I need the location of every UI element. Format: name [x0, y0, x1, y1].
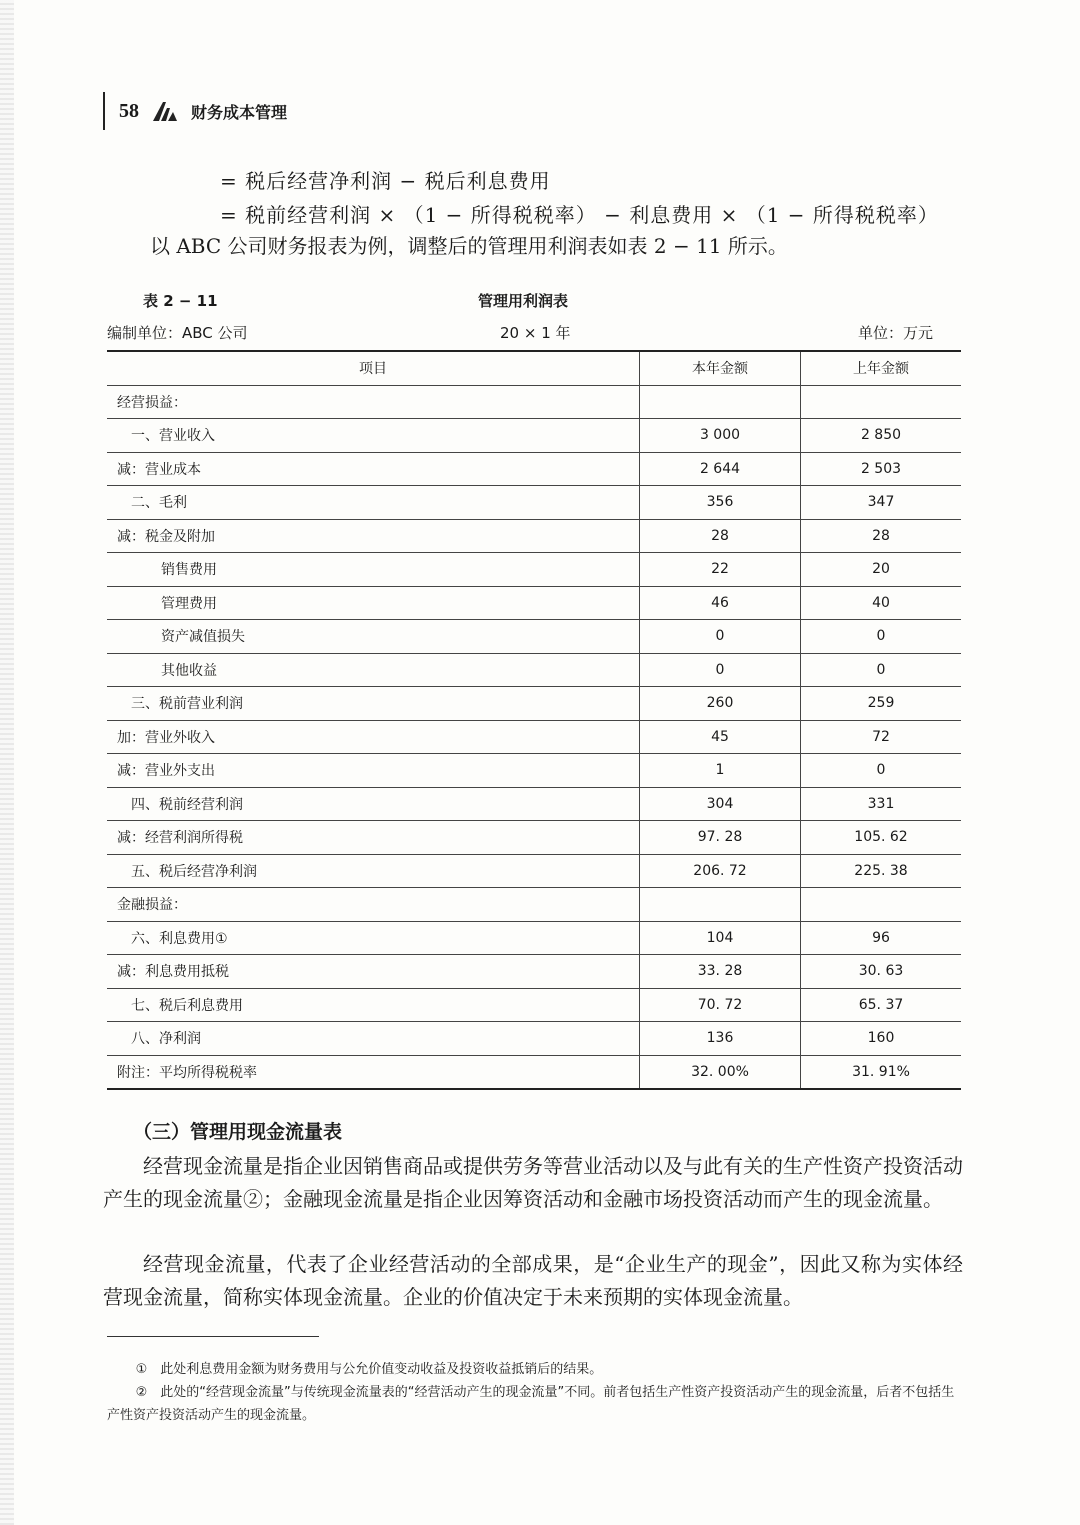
table-row [107, 486, 961, 520]
section-heading: （三）管理用现金流量表 [133, 1121, 343, 1143]
table-row [107, 787, 961, 821]
row-current-value: 45 [640, 720, 801, 754]
row-current-value: 260 [640, 687, 801, 721]
row-item: 八、净利润 [107, 1022, 640, 1056]
table-row [107, 1022, 961, 1056]
row-item: 七、税后利息费用 [107, 988, 640, 1022]
row-previous-value: 0 [801, 653, 962, 687]
row-item: 附注：平均所得税税率 [107, 1055, 640, 1089]
header-current-year: 本年金额 [640, 351, 801, 385]
body-paragraph-1 [103, 1150, 963, 1215]
row-previous-value: 2 503 [801, 452, 962, 486]
row-previous-value: 2 850 [801, 419, 962, 453]
row-current-value: 0 [640, 653, 801, 687]
row-previous-value: 259 [801, 687, 962, 721]
row-current-value: 1 [640, 754, 801, 788]
row-item: 一、营业收入 [107, 419, 640, 453]
row-previous-value: 20 [801, 553, 962, 587]
row-current-value: 28 [640, 519, 801, 553]
row-current-value [640, 888, 801, 922]
table-number: 表 2 − 11 [143, 292, 218, 310]
table-row [107, 754, 961, 788]
table-row [107, 620, 961, 654]
table-row [107, 519, 961, 553]
table-org: 编制单位：ABC 公司 [107, 324, 248, 342]
row-item: 加：营业外收入 [107, 720, 640, 754]
formula-line-1: = 税后经营净利润 − 税后利息费用 [220, 169, 551, 193]
row-item: 四、税前经营利润 [107, 787, 640, 821]
income-statement-table [107, 350, 961, 1090]
book-title: 财务成本管理 [191, 102, 288, 122]
row-current-value: 22 [640, 553, 801, 587]
footnotes [107, 1358, 962, 1427]
paragraph-text: 经营现金流量是指企业因销售商品或提供劳务等营业活动以及与此有关的生产性资产投资活动产生的现金流量②；金融现金流量是指企业因筹资活动和金融市场投资活动而产生的现金流量。 [103, 1154, 963, 1211]
row-current-value: 3 000 [640, 419, 801, 453]
row-previous-value: 28 [801, 519, 962, 553]
footnote-2: ② 此处的“经营现金流量”与传统现金流量表的“经营活动产生的现金流量”不同。前者包括生产性资产投资活动产生的现金流量，后者不包括生产性资产投资活动产生的现金流量。 [107, 1385, 955, 1423]
row-current-value: 97. 28 [640, 821, 801, 855]
row-current-value: 46 [640, 586, 801, 620]
row-current-value: 70. 72 [640, 988, 801, 1022]
formula-line-2: = 税前经营利润 × （1 − 所得税税率） − 利息费用 × （1 − 所得税税率） [220, 203, 939, 227]
body-paragraph-2 [103, 1248, 963, 1313]
footnote-1: ① 此处利息费用金额为财务费用与公允价值变动收益及投资收益抵销后的结果。 [135, 1362, 603, 1377]
paragraph-text: 经营现金流量，代表了企业经营活动的全部成果，是“企业生产的现金”，因此又称为实体经营现金流量，简称实体现金流量。企业的价值决定于未来预期的实体现金流量。 [103, 1252, 963, 1309]
row-current-value: 33. 28 [640, 955, 801, 989]
row-item: 六、利息费用① [107, 921, 640, 955]
row-current-value: 104 [640, 921, 801, 955]
row-previous-value: 160 [801, 1022, 962, 1056]
row-item: 减：利息费用抵税 [107, 955, 640, 989]
row-current-value: 206. 72 [640, 854, 801, 888]
row-previous-value: 31. 91% [801, 1055, 962, 1089]
row-item: 减：经营利润所得税 [107, 821, 640, 855]
table-title: 管理用利润表 [478, 292, 569, 310]
table-header-row [107, 351, 961, 385]
table-row [107, 821, 961, 855]
table-row [107, 955, 961, 989]
row-item: 经营损益： [107, 385, 640, 419]
row-current-value: 304 [640, 787, 801, 821]
table-row [107, 586, 961, 620]
row-previous-value [801, 385, 962, 419]
header-item: 项目 [107, 351, 640, 385]
row-previous-value: 105. 62 [801, 821, 962, 855]
row-current-value: 2 644 [640, 452, 801, 486]
header-rule [103, 92, 105, 130]
row-previous-value: 347 [801, 486, 962, 520]
table-year: 20 × 1 年 [500, 324, 571, 342]
row-previous-value: 331 [801, 787, 962, 821]
row-previous-value: 0 [801, 754, 962, 788]
table-row [107, 419, 961, 453]
scan-edge [0, 0, 14, 1525]
row-current-value: 136 [640, 1022, 801, 1056]
row-previous-value [801, 888, 962, 922]
page-header [103, 92, 287, 130]
publisher-logo-icon [151, 100, 179, 122]
row-previous-value: 225. 38 [801, 854, 962, 888]
row-previous-value: 30. 63 [801, 955, 962, 989]
row-current-value [640, 385, 801, 419]
row-item: 其他收益 [107, 653, 640, 687]
header-previous-year: 上年金额 [801, 351, 962, 385]
row-previous-value: 65. 37 [801, 988, 962, 1022]
table-row [107, 1055, 961, 1089]
table-row [107, 553, 961, 587]
row-item: 减：税金及附加 [107, 519, 640, 553]
table-row [107, 988, 961, 1022]
row-item: 五、税后经营净利润 [107, 854, 640, 888]
row-previous-value: 96 [801, 921, 962, 955]
table-row [107, 385, 961, 419]
row-current-value: 356 [640, 486, 801, 520]
table-row [107, 452, 961, 486]
table-row [107, 720, 961, 754]
table-row [107, 653, 961, 687]
footnote-rule [107, 1336, 319, 1337]
intro-text: 以 ABC 公司财务报表为例，调整后的管理用利润表如表 2 − 11 所示。 [150, 234, 788, 258]
table-row [107, 687, 961, 721]
row-item: 销售费用 [107, 553, 640, 587]
row-item: 减：营业外支出 [107, 754, 640, 788]
table-row [107, 854, 961, 888]
row-previous-value: 40 [801, 586, 962, 620]
table-unit: 单位：万元 [858, 324, 934, 342]
row-item: 二、毛利 [107, 486, 640, 520]
row-item: 三、税前营业利润 [107, 687, 640, 721]
row-previous-value: 72 [801, 720, 962, 754]
table-row [107, 921, 961, 955]
row-item: 金融损益： [107, 888, 640, 922]
row-item: 资产减值损失 [107, 620, 640, 654]
row-item: 管理费用 [107, 586, 640, 620]
table-row [107, 888, 961, 922]
row-item: 减：营业成本 [107, 452, 640, 486]
row-current-value: 32. 00% [640, 1055, 801, 1089]
page-number: 58 [119, 99, 139, 122]
row-previous-value: 0 [801, 620, 962, 654]
row-current-value: 0 [640, 620, 801, 654]
